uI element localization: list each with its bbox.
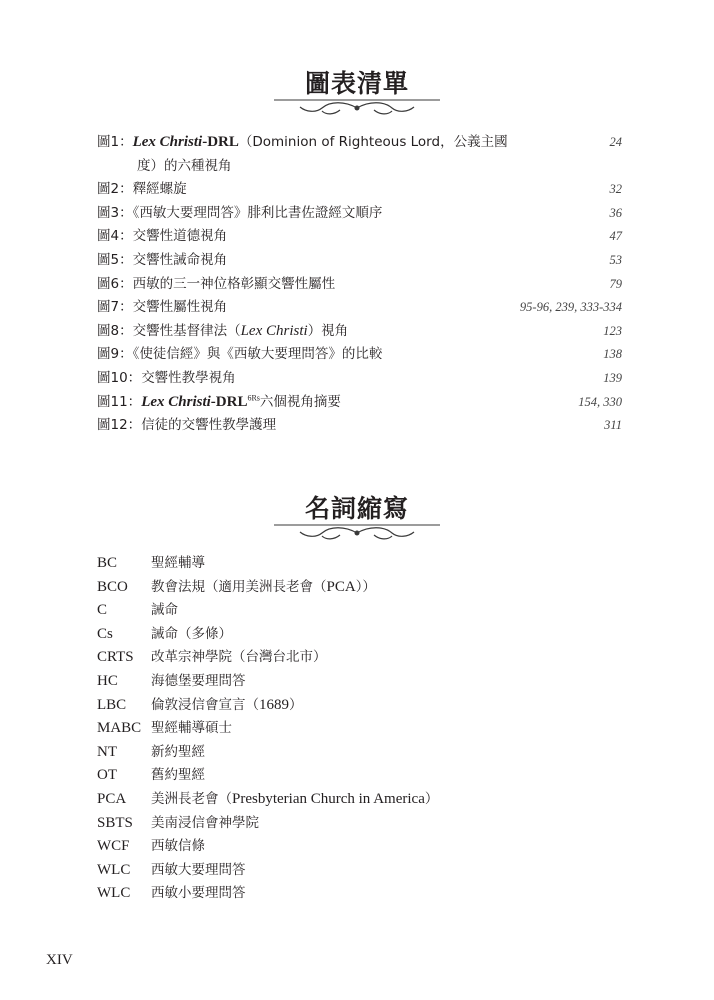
abbreviation-item [97,574,597,598]
abbreviation-meaning: 聖經輔導 [151,555,205,571]
figure-label: 圖9： [97,346,133,363]
abbreviation-key: OT [97,767,117,784]
figure-label: 圖10： [97,369,142,386]
figure-list [97,131,622,438]
figure-item [97,249,622,273]
abbreviation-item [97,880,597,904]
figures-title: 圖表清單 [304,69,409,98]
figure-text: 釋經螺旋 [132,181,187,198]
figure-item [97,367,622,391]
abbreviation-key: Cs [97,625,113,642]
abbreviation-meaning: 新約聖經 [151,743,205,760]
figure-page: 139 [603,370,622,385]
figure-text: 信徒的交響性教學護理 [141,417,277,434]
abbreviation-meaning: 舊約聖經 [151,767,205,784]
abbreviation-item [97,644,597,668]
figure-item [97,202,622,226]
figure-page: 24 [609,135,622,149]
abbreviation-key: MABC [97,720,142,737]
abbreviation-meaning: 倫敦浸信會宣言（1689） [151,696,303,713]
abbreviation-item [97,762,597,786]
abbreviation-meaning: 美南浸信會神學院 [151,814,259,831]
abbreviation-item [97,597,597,621]
abbreviation-item [97,810,597,834]
abbreviation-item [97,550,597,574]
figure-latin: Lex Christi [240,322,308,339]
abbreviation-key: WLC [97,885,131,902]
abbreviation-meaning: 西敏大要理問答 [151,861,246,878]
figure-label: 圖1： [97,134,133,150]
figure-page: 32 [609,182,622,197]
figure-label: 圖7： [97,299,133,316]
figure-item [97,343,622,367]
abbreviation-meaning: 西敏小要理問答 [151,885,246,902]
abbreviation-key: PCA [97,790,127,807]
abbreviation-key: BC [97,555,118,571]
figure-page: 154, 330 [578,394,622,409]
figure-page: 95-96, 239, 333-334 [519,300,622,315]
figure-page: 53 [609,252,622,267]
figure-item [97,273,622,297]
figure-text: 交響性道德視角 [132,228,228,245]
figure-item [97,414,622,438]
figure-text: 交響性誡命視角 [132,251,228,268]
figure-page: 123 [603,323,622,338]
abbreviation-item [97,692,597,716]
figure-label: 圖6： [97,275,133,292]
abbreviation-item [97,833,597,857]
abbreviation-meaning: 誡命（多條） [151,625,232,642]
abbreviation-meaning: 教會法規（適用美洲長老會（PCA）） [151,578,376,595]
abbreviation-key: HC [97,672,118,689]
abbreviation-meaning: 誡命 [151,602,178,619]
figure-item [97,178,622,202]
abbreviation-key: BCO [97,578,128,595]
abbreviation-meaning: 美洲長老會（Presbyterian Church in America） [151,790,439,807]
abbreviation-meaning: 西敏信條 [151,838,205,855]
figure-page: 138 [603,347,622,362]
title-ornament-abbreviations [0,523,714,543]
abbreviation-item [97,715,597,739]
figure-text: （Dominion of Righteous Lord，公義主國 [238,134,508,150]
figure-item-continuation [97,155,622,179]
figure-label: 圖3： [97,204,133,221]
figure-page: 79 [609,276,622,291]
figure-item [97,131,622,155]
figure-label: 圖12： [97,417,142,434]
abbreviation-item [97,857,597,881]
figure-item [97,391,622,415]
abbreviation-item [97,621,597,645]
figure-superscript: 6Rs [247,393,260,403]
abbreviation-key: WCF [97,838,130,855]
figure-text: 交響性屬性視角 [132,299,228,316]
abbreviations-title: 名詞縮寫 [304,494,409,523]
abbreviation-key: LBC [97,696,127,713]
figure-item [97,296,622,320]
figure-text: ）視角 [307,322,349,339]
figure-page: 47 [609,229,622,244]
abbreviation-key: NT [97,743,117,760]
page-number: XIV [46,952,73,968]
abbreviation-list [97,550,597,904]
figure-text: 度）的六種視角 [137,157,232,174]
abbreviation-item [97,668,597,692]
abbreviation-key: WLC [97,861,131,878]
abbreviation-item [97,739,597,763]
figure-text: 六個視角摘要 [259,393,341,410]
figure-text: 《西敏大要理問答》腓利比書佐證經文順序 [132,204,383,221]
abbreviation-key: SBTS [97,814,133,831]
abbreviation-key: C [97,602,108,619]
figure-item [97,320,622,344]
figure-text: 交響性教學視角 [141,369,236,386]
figure-latin: Lex Christi-DRL [132,134,239,150]
abbreviation-meaning: 改革宗神學院（台灣台北市） [151,649,327,666]
figure-text: 交響性基督律法（ [132,322,241,339]
figure-label: 圖2： [97,181,133,198]
figure-text: 《使徒信經》與《西敏大要理問答》的比較 [132,346,383,363]
figure-latin: Lex Christi-DRL [141,393,248,410]
abbreviation-meaning: 海德堡要理問答 [151,672,246,689]
abbreviation-key: CRTS [97,649,134,666]
figure-label: 圖11： [97,393,142,410]
title-ornament-figures [0,98,714,118]
figure-text: 西敏的三一神位格彰顯交響性屬性 [132,275,336,292]
abbreviation-meaning: 聖經輔導碩士 [151,720,232,737]
abbreviation-item [97,786,597,810]
figure-item [97,225,622,249]
figure-page: 36 [609,205,622,220]
figure-page: 311 [604,418,622,433]
figure-label: 圖4： [97,228,133,245]
figure-label: 圖5： [97,251,133,268]
figure-label: 圖8： [97,322,133,339]
